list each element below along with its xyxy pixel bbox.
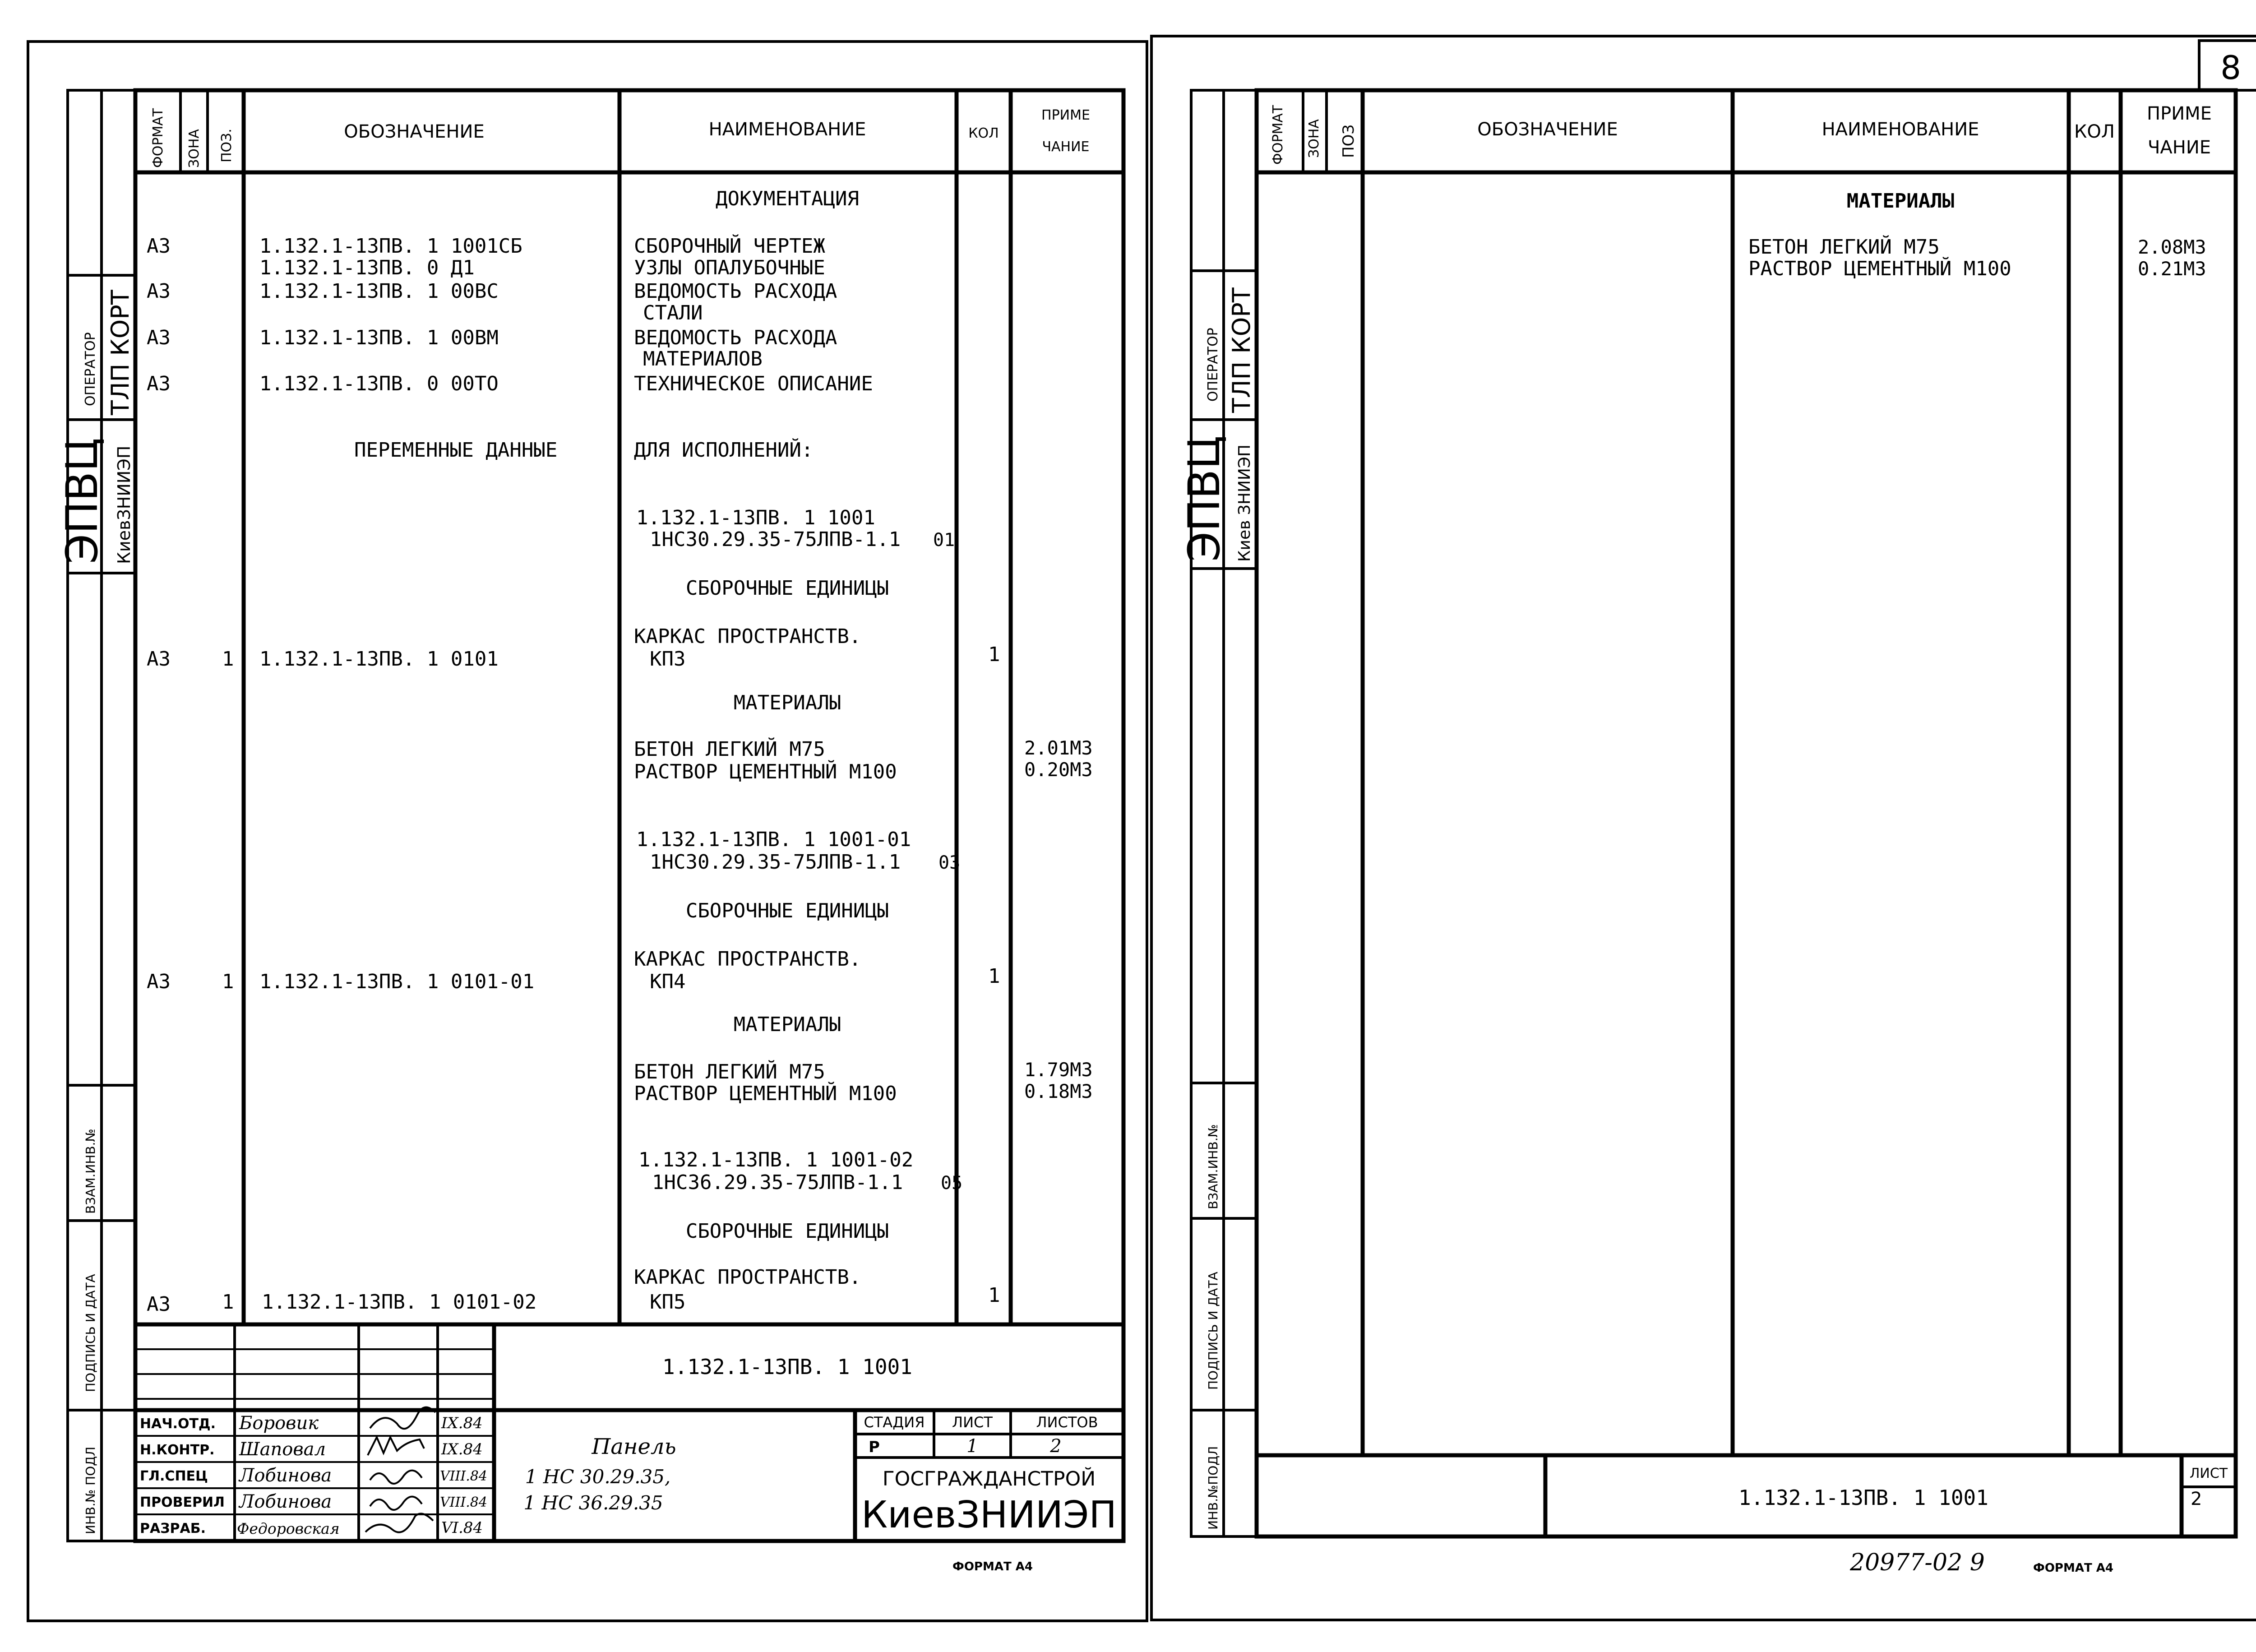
person-name: Боровик <box>239 1413 319 1434</box>
row-name: БЕТОН ЛЕГКИЙ М75 <box>1748 236 1940 259</box>
header-name: НАИМЕНОВАНИЕ <box>1821 119 1979 140</box>
stage-value: Р <box>869 1438 880 1456</box>
row-note: 2.01М3 <box>1024 737 1093 759</box>
row-name: 1.132.1-13ПВ. 1 1001-01 <box>636 828 911 851</box>
person-name: Лобинова <box>239 1465 332 1486</box>
side-vzam: ВЗАМ.ИНВ.№ <box>1206 1124 1220 1209</box>
row-qty: 1 <box>988 643 1000 666</box>
side-epvc: ЭПВЦ <box>57 438 107 564</box>
header-qty: КОЛ <box>2074 121 2115 142</box>
row-designation: 1.132.1-13ПВ. 1 0101-01 <box>259 970 535 993</box>
side-inv: ИНВ.№ ПОДЛ <box>83 1446 98 1534</box>
signature <box>368 1437 424 1455</box>
row-note: 0.21М3 <box>2138 258 2206 280</box>
row-note: 05 <box>941 1173 963 1194</box>
sheets-value: 2 <box>1050 1436 1062 1457</box>
side-kiev: КиевЗНИИЭП <box>114 445 134 564</box>
row-name: БЕТОН ЛЕГКИЙ М75 <box>634 738 825 761</box>
row-designation: ПЕРЕМЕННЫЕ ДАННЫЕ <box>354 439 558 462</box>
sheet-value: 2 <box>2191 1489 2202 1509</box>
sign-date: IX.84 <box>441 1414 483 1432</box>
role-label: Н.КОНТР. <box>140 1442 215 1458</box>
row-note: 01 <box>933 530 955 551</box>
row-name: РАСТВОР ЦЕМЕНТНЫЙ М100 <box>1748 257 2011 280</box>
row-name: ВЕДОМОСТЬ РАСХОДА <box>634 326 837 349</box>
role-label: ГЛ.СПЕЦ <box>140 1468 208 1484</box>
row-name: УЗЛЫ ОПАЛУБОЧНЫЕ <box>634 256 825 279</box>
header-note-1: ПРИМЕ <box>2147 103 2212 124</box>
side-tlp: ТЛП КОРТ <box>106 290 134 415</box>
sheet-label: ЛИСТ <box>2189 1466 2228 1481</box>
header-designation: ОБОЗНАЧЕНИЕ <box>344 121 485 142</box>
row-name: КП5 <box>650 1291 686 1314</box>
row-pos: 1 <box>222 648 234 671</box>
row-name: КП3 <box>650 648 686 671</box>
left-sheet-outline <box>28 42 1147 1621</box>
row-pos: 1 <box>222 970 234 993</box>
row-qty: 1 <box>988 1284 1000 1307</box>
row-format: А3 <box>147 280 171 303</box>
side-tlp: ТЛП КОРТ <box>1227 287 1256 413</box>
row-format: А3 <box>147 1293 171 1316</box>
archive-number: 20977-02 9 <box>1850 1549 1985 1576</box>
role-label: НАЧ.ОТД. <box>140 1416 216 1432</box>
right-frame <box>1257 90 2236 1536</box>
row-name: ТЕХНИЧЕСКОЕ ОПИСАНИЕ <box>634 372 873 395</box>
row-name: ДЛЯ ИСПОЛНЕНИЙ: <box>634 439 814 462</box>
header-format: ФОРМАТ <box>1270 105 1286 165</box>
side-operator: ОПЕРАТОР <box>83 332 98 406</box>
header-pos: ПОЗ <box>1340 124 1358 158</box>
row-designation: 1.132.1-13ПВ. 1 1001СБ <box>259 235 522 258</box>
row-format: А3 <box>147 372 171 395</box>
row-format: А3 <box>147 970 171 993</box>
header-note-2: ЧАНИЕ <box>1042 139 1090 155</box>
left-sheet <box>57 90 1123 1573</box>
row-name: СБОРОЧНЫЕ ЕДИНИЦЫ <box>685 899 889 922</box>
side-epvc: ЭПВЦ <box>1179 435 1230 562</box>
format-note: ФОРМАТ А4 <box>2033 1561 2113 1575</box>
sign-date: VI.84 <box>441 1519 483 1537</box>
side-podpis: ПОДПИСЬ И ДАТА <box>1206 1272 1220 1390</box>
right-sheet-outline <box>1151 36 2256 1620</box>
row-name: 1.132.1-13ПВ. 1 1001 <box>636 506 875 529</box>
row-name: КАРКАС ПРОСТРАНСТВ. <box>634 1266 861 1289</box>
signature <box>370 1497 422 1510</box>
role-label: ПРОВЕРИЛ <box>140 1495 225 1510</box>
row-note: 03 <box>938 852 961 873</box>
side-podpis: ПОДПИСЬ И ДАТА <box>83 1274 98 1392</box>
row-note: 0.20М3 <box>1024 759 1093 781</box>
title-doc-code: 1.132.1-13ПВ. 1 1001 <box>1738 1485 1988 1510</box>
header-qty: КОЛ <box>968 125 999 141</box>
signature <box>365 1513 433 1532</box>
header-note-1: ПРИМЕ <box>1041 107 1090 123</box>
row-name: РАСТВОР ЦЕМЕНТНЫЙ М100 <box>634 760 897 783</box>
row-format: А3 <box>147 648 171 671</box>
sign-date: IX.84 <box>441 1440 483 1458</box>
row-note: 2.08М3 <box>2138 236 2206 258</box>
person-name: Лобинова <box>239 1491 332 1512</box>
header-name: НАИМЕНОВАНИЕ <box>708 119 866 140</box>
sheets-label: ЛИСТОВ <box>1036 1414 1098 1431</box>
stage-label: СТАДИЯ <box>864 1414 925 1431</box>
sign-date: VIII.84 <box>440 1468 487 1484</box>
row-name: 1.132.1-13ПВ. 1 1001-02 <box>638 1148 914 1171</box>
item-name-3: 1 НС 36.29.35 <box>523 1492 663 1514</box>
sign-date: VIII.84 <box>440 1495 487 1510</box>
row-name: БЕТОН ЛЕГКИЙ М75 <box>634 1060 825 1083</box>
row-designation: 1.132.1-13ПВ. 1 00ВС <box>259 280 499 303</box>
org-2: КиевЗНИИЭП <box>861 1494 1117 1536</box>
header-designation: ОБОЗНАЧЕНИЕ <box>1477 119 1618 140</box>
org-1: ГОСГРАЖДАНСТРОЙ <box>882 1467 1096 1490</box>
row-format: А3 <box>147 235 171 258</box>
row-name: СТАЛИ <box>643 301 703 324</box>
side-vzam: ВЗАМ.ИНВ.№ <box>83 1129 98 1214</box>
format-note: ФОРМАТ А4 <box>952 1560 1033 1573</box>
row-name: МАТЕРИАЛОВ <box>643 347 763 370</box>
title-doc-code: 1.132.1-13ПВ. 1 1001 <box>662 1355 912 1379</box>
right-sheet <box>1179 90 2236 1576</box>
header-note-2: ЧАНИЕ <box>2147 137 2211 158</box>
row-name: СБОРОЧНЫЙ ЧЕРТЕЖ <box>634 235 825 258</box>
row-name: КП4 <box>650 970 686 993</box>
row-name: КАРКАС ПРОСТРАНСТВ. <box>634 948 861 971</box>
sheet-value: 1 <box>966 1436 978 1457</box>
signature <box>370 1471 422 1484</box>
row-designation: 1.132.1-13ПВ. 0 00ТО <box>259 372 499 395</box>
header-zone: ЗОНА <box>1306 119 1322 158</box>
row-note: 1.79М3 <box>1024 1059 1093 1081</box>
page-number: 8 <box>2220 49 2241 87</box>
sheet-label: ЛИСТ <box>952 1414 993 1431</box>
header-format: ФОРМАТ <box>150 108 166 168</box>
row-designation: 1.132.1-13ПВ. 1 0101-02 <box>262 1291 537 1314</box>
row-name: СБОРОЧНЫЕ ЕДИНИЦЫ <box>685 1220 889 1243</box>
row-name: КАРКАС ПРОСТРАНСТВ. <box>634 625 861 648</box>
row-designation: 1.132.1-13ПВ. 1 0101 <box>259 648 499 671</box>
row-designation: 1.132.1-13ПВ. 0 Д1 <box>259 256 475 279</box>
row-name: МАТЕРИАЛЫ <box>1846 190 1955 213</box>
item-name-2: 1 НС 30.29.35, <box>525 1466 671 1488</box>
header-pos: ПОЗ. <box>219 129 235 162</box>
row-note: 0.18М3 <box>1024 1080 1093 1102</box>
row-name: ДОКУМЕНТАЦИЯ <box>716 187 859 210</box>
row-name: 1НС30.29.35-75ЛПВ-1.1 <box>650 528 901 551</box>
role-label: РАЗРАБ. <box>140 1521 206 1536</box>
side-operator: ОПЕРАТОР <box>1205 328 1221 402</box>
row-designation: 1.132.1-13ПВ. 1 00ВМ <box>259 326 499 349</box>
row-format: А3 <box>147 326 171 349</box>
person-name: Шаповал <box>239 1439 326 1460</box>
row-name: МАТЕРИАЛЫ <box>733 1013 841 1036</box>
row-name: РАСТВОР ЦЕМЕНТНЫЙ М100 <box>634 1082 897 1105</box>
row-name: МАТЕРИАЛЫ <box>733 691 841 714</box>
row-name: СБОРОЧНЫЕ ЕДИНИЦЫ <box>685 577 889 600</box>
row-name: ВЕДОМОСТЬ РАСХОДА <box>634 280 837 303</box>
person-name: Федоровская <box>237 1520 340 1537</box>
side-kiev: Киев ЗНИИЭП <box>1235 444 1254 562</box>
row-name: 1НС30.29.35-75ЛПВ-1.1 <box>650 851 901 874</box>
item-name-1: Панель <box>592 1434 676 1459</box>
row-qty: 1 <box>988 965 1000 988</box>
row-pos: 1 <box>222 1291 234 1314</box>
row-name: 1НС36.29.35-75ЛПВ-1.1 <box>652 1171 903 1194</box>
side-inv: ИНВ.№ПОДЛ <box>1206 1446 1220 1530</box>
header-zone: ЗОНА <box>186 129 202 168</box>
